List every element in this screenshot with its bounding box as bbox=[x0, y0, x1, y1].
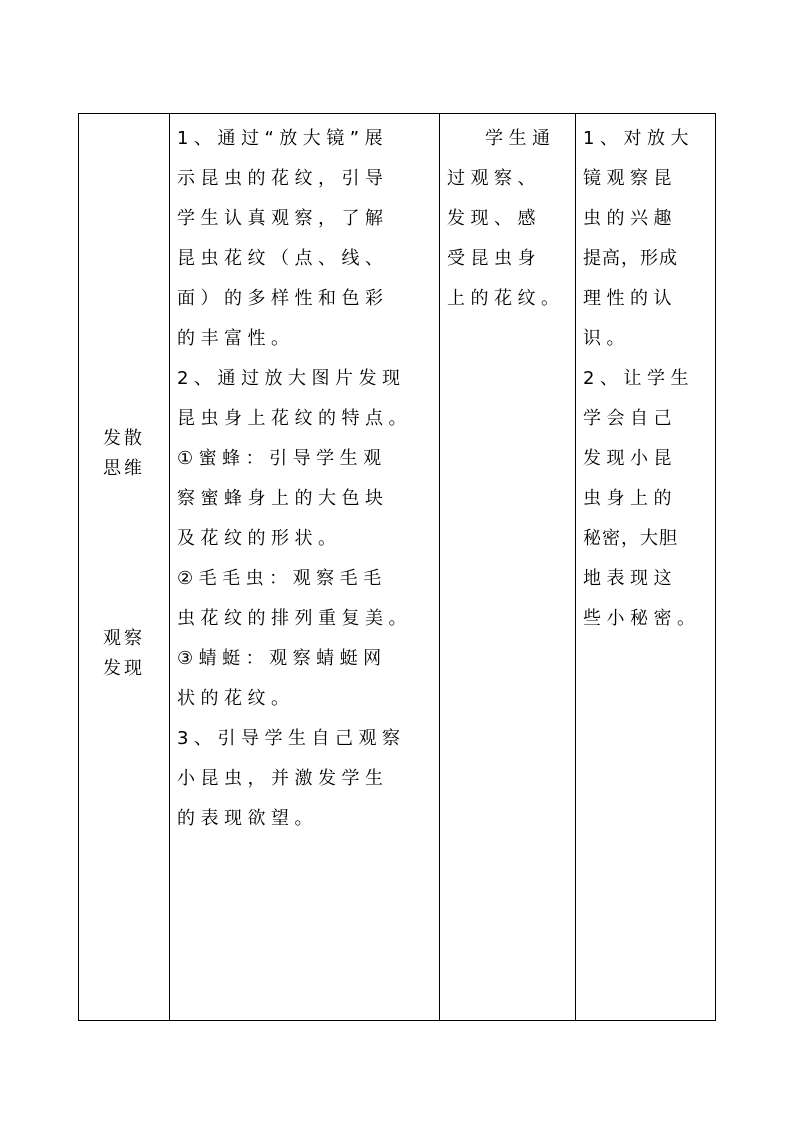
intent-line: 虫的兴趣 bbox=[583, 208, 677, 229]
intent-line: 镜观察昆 bbox=[583, 168, 677, 189]
teacher-line: 昆虫花纹（点、线、 bbox=[177, 248, 389, 269]
teacher-line: 昆虫身上花纹的特点。 bbox=[177, 408, 412, 429]
intent-line: 些小秘密。 bbox=[583, 608, 701, 629]
teacher-activity-cell bbox=[177, 114, 439, 1020]
intent-line: 1、对放大 bbox=[583, 128, 694, 149]
intent-line: 秘密，大胆 bbox=[583, 528, 678, 549]
intent-line: 学会自己 bbox=[583, 408, 677, 429]
teacher-line: 面）的多样性和色彩 bbox=[177, 288, 389, 309]
teacher-line: 的表现欲望。 bbox=[177, 808, 318, 829]
stage-label-cell bbox=[79, 114, 169, 1020]
lesson-table bbox=[78, 113, 716, 1021]
teacher-line: ②毛毛虫：观察毛毛 bbox=[177, 568, 387, 589]
teacher-line: 察蜜蜂身上的大色块 bbox=[177, 488, 389, 509]
teacher-line: 小昆虫，并激发学生 bbox=[177, 768, 389, 789]
student-line: 学生通 bbox=[485, 128, 556, 149]
student-activity-cell bbox=[447, 114, 575, 1020]
intent-line: 识。 bbox=[583, 328, 630, 349]
intent-line: 提高，形成 bbox=[583, 248, 678, 269]
teacher-line: 学生认真观察，了解 bbox=[177, 208, 389, 229]
teacher-line: 的丰富性。 bbox=[177, 328, 295, 349]
teacher-line: 虫花纹的排列重复美。 bbox=[177, 608, 412, 629]
teacher-line: 状的花纹。 bbox=[177, 688, 295, 709]
student-line: 受昆虫身 bbox=[447, 248, 541, 269]
intent-line: 虫身上的 bbox=[583, 488, 677, 509]
teacher-line: ①蜜蜂：引导学生观 bbox=[177, 448, 387, 469]
teacher-line: ③蜻蜓：观察蜻蜓网 bbox=[177, 648, 387, 669]
teacher-line: 3、引导学生自己观察 bbox=[177, 728, 406, 749]
column-divider bbox=[169, 114, 170, 1020]
column-divider bbox=[575, 114, 576, 1020]
teacher-line: 示昆虫的花纹，引导 bbox=[177, 168, 389, 189]
student-line: 发现、感 bbox=[447, 208, 541, 229]
stage-label-observe-discover: 观察 发现 bbox=[103, 628, 145, 679]
teacher-line: 及花纹的形状。 bbox=[177, 528, 342, 549]
design-intent-cell bbox=[583, 114, 715, 1020]
intent-line: 2、让学生 bbox=[583, 368, 694, 389]
stage-label-divergent-thinking: 发散 思维 bbox=[103, 428, 145, 479]
teacher-line: 1、通过“放大镜”展 bbox=[177, 128, 389, 149]
teacher-line: 2、通过放大图片发现 bbox=[177, 368, 406, 389]
intent-line: 理性的认 bbox=[583, 288, 677, 309]
column-divider bbox=[439, 114, 440, 1020]
student-line: 过观察、 bbox=[447, 168, 541, 189]
student-line: 上的花纹。 bbox=[447, 288, 565, 309]
intent-line: 地表现这 bbox=[583, 568, 677, 589]
intent-line: 发现小昆 bbox=[583, 448, 677, 469]
